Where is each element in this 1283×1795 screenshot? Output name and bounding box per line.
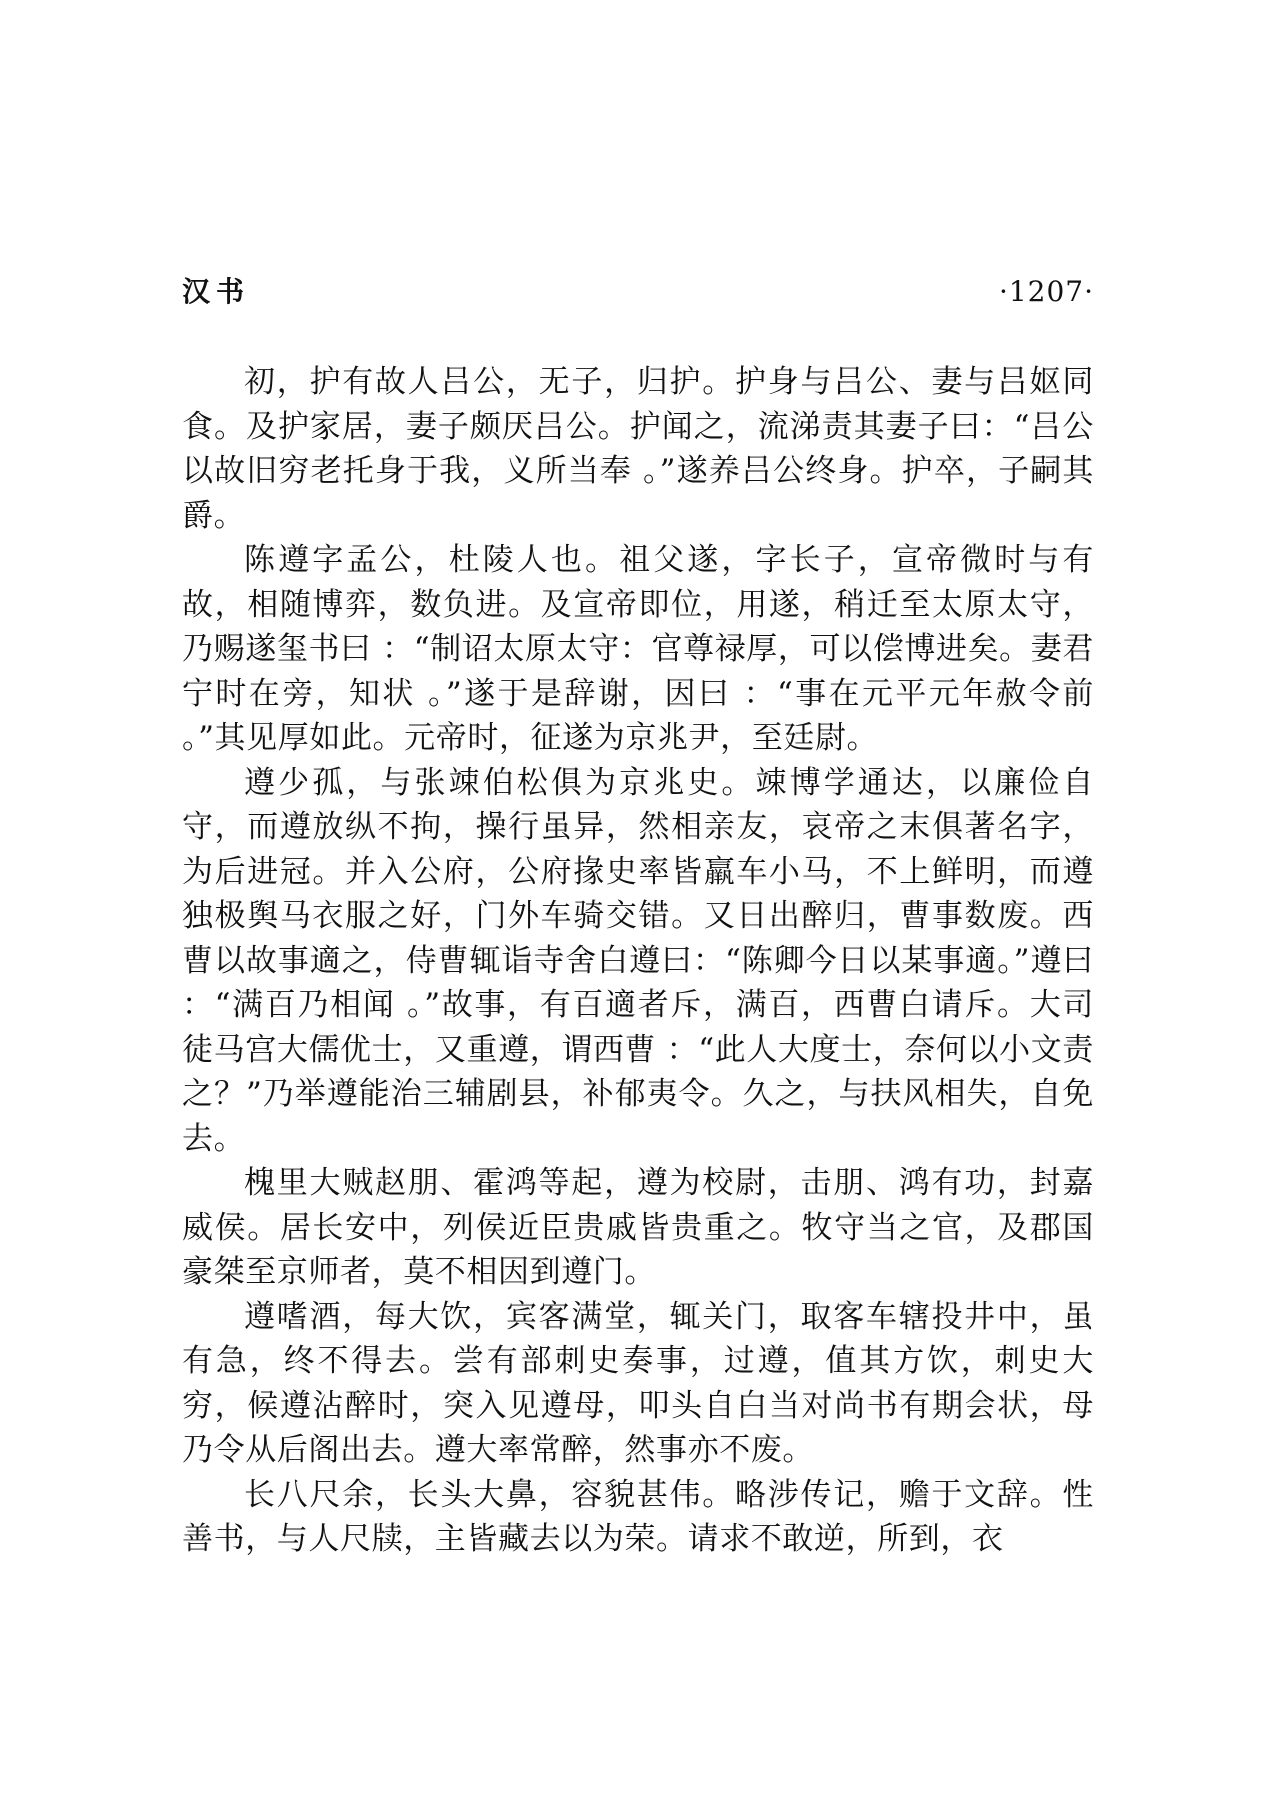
paragraph: 陈遵字孟公，杜陵人也。祖父遂，字长子，宣帝微时与有故，相随博弈，数负进。及宣帝即位，用遂，稍迁至太原太守，乃赐遂玺书曰 ：“制诏太原太守：官尊禄厚，可以偿博进矣。妻君宁时在旁，知状 。”遂于是辞谢，因曰 ：“事在元平元年赦令前 。”其见厚如此。元帝时，征遂为京兆尹，至廷尉。 bbox=[182, 542, 1094, 756]
book-title: 汉书 bbox=[182, 275, 251, 308]
paragraph: 槐里大贼赵朋、霍鸿等起，遵为校尉，击朋、鸿有功，封嘉威侯。居长安中，列侯近臣贵戚皆贵重之。牧守当之官，及郡国豪桀至京师者，莫不相因到遵门。 bbox=[182, 1165, 1094, 1290]
paragraph: 初，护有故人吕公，无子，归护。护身与吕公、妻与吕妪同食。及护家居，妻子颇厌吕公。护闻之，流涕责其妻子曰：“吕公以故旧穷老托身于我，义所当奉 。”遂养吕公终身。护卒，子嗣其爵。 bbox=[182, 364, 1094, 534]
paragraph: 遵嗜酒，每大饮，宾客满堂，辄关门，取客车辖投井中，虽有急，终不得去。尝有部刺史奏事，过遵，值其方饮，刺史大穷，候遵沾醉时，突入见遵母，叩头自白当对尚书有期会状，母乃令从后阁出去。遵大率常醉，然事亦不废。 bbox=[182, 1298, 1094, 1468]
paragraph: 遵少孤，与张竦伯松俱为京兆史。竦博学通达，以廉俭自守，而遵放纵不拘，操行虽异，然相亲友，哀帝之末俱著名字，为后进冠。并入公府，公府掾史率皆羸车小马，不上鲜明，而遵独极舆马衣服之好，门外车骑交错。又日出醉归，曹事数废。西曹以故事適之，侍曹辄诣寺舍白遵曰：“陈卿今日以某事適。”遵曰 ：“满百乃相闻 。”故事，有百適者斥，满百，西曹白请斥。大司徒马宫大儒优士，又重遵，谓西曹 ：“此人大度士，奈何以小文责之？”乃举遵能治三辅剧县，补郁夷令。久之，与扶风相失，自免去。 bbox=[182, 764, 1094, 1157]
body-text bbox=[182, 360, 1094, 1562]
paragraph: 长八尺余，长头大鼻，容貌甚伟。略涉传记，赡于文辞。性善书，与人尺牍，主皆藏去以为荣。请求不敢逆，所到，衣 bbox=[182, 1476, 1094, 1557]
page-header bbox=[182, 272, 1094, 312]
page-number: ·1207· bbox=[998, 275, 1094, 308]
